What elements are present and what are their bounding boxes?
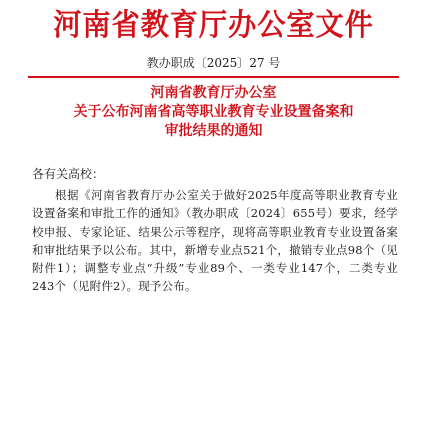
- red-separator-line: [28, 76, 399, 78]
- title-line-2: 关于公布河南省高等职业教育专业设置备案和: [73, 104, 354, 120]
- document-title: [20, 84, 407, 141]
- title-line-3: 审批结果的通知: [164, 123, 263, 139]
- salutation: 各有关高校：: [32, 167, 105, 181]
- document-number: 教办职成〔2025〕27 号: [146, 56, 281, 70]
- document-masthead: 河南省教育厅办公室文件: [53, 8, 374, 43]
- body-paragraph: 根据《河南省教育厅办公室关于做好2025年度高等职业教育专业设置备案和审批工作的通知》（教办职成〔2024〕655号）要求，经学校申报、专家论证、结果公示等程序，现将高等职业教育专业设置备案和审批结果予以公布。其中，新增专业点521个，撤销专业点98个（见附件1）；调整专业点“升级”专业89个、一类专业147个，二类专业243个（见附件2）。现予公布。: [32, 188, 398, 294]
- title-line-1: 河南省教育厅办公室: [150, 85, 277, 101]
